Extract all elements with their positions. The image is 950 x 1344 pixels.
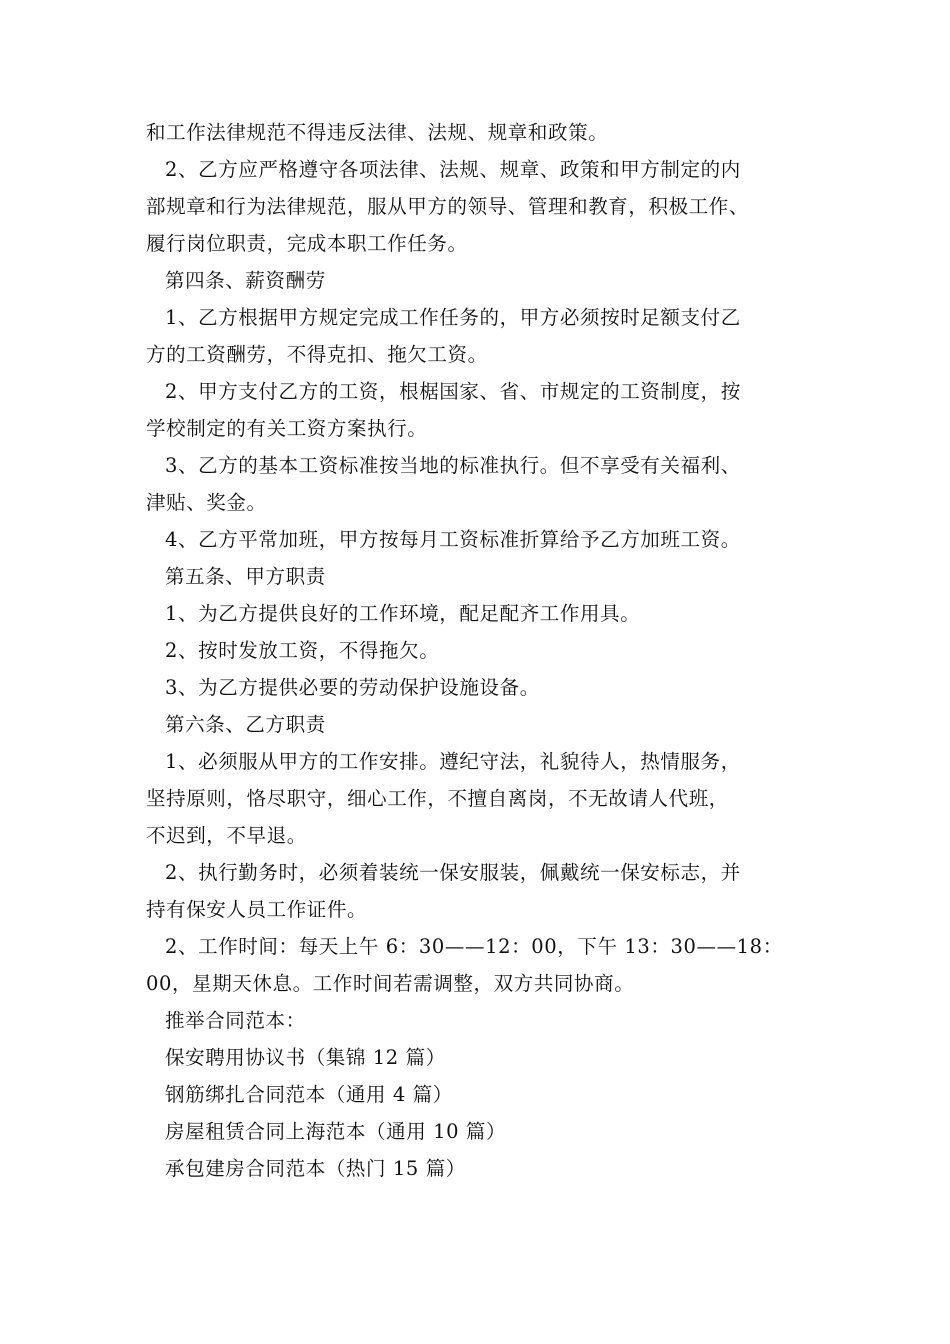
recommendation-heading: 推举合同范本： — [165, 1009, 306, 1032]
text-line: 2、按时发放工资，不得拖欠。 — [165, 639, 440, 662]
document-body — [146, 114, 836, 1187]
text-line: 2、甲方支付乙方的工资，根椐国家、省、市规定的工资制度，按 — [165, 380, 741, 403]
text-line: 方的工资酬劳，不得克扣、拖欠工资。 — [146, 343, 488, 366]
section-heading: 第五条、甲方职责 — [165, 565, 326, 588]
text-line: 3、乙方的基本工资标准按当地的标准执行。但不享受有关福利、 — [165, 454, 741, 477]
text-line: 不迟到，不早退。 — [146, 824, 307, 847]
text-line: 津贴、奖金。 — [146, 491, 267, 514]
section-heading: 第六条、乙方职责 — [165, 713, 326, 736]
recommended-template-link[interactable]: 房屋租赁合同上海范本（通用 10 篇） — [165, 1120, 507, 1143]
text-line: 和工作法律规范不得违反法律、法规、规章和政策。 — [146, 121, 609, 144]
text-line: 坚持原则，恪尽职守，细心工作，不擅自离岗，不无故请人代班， — [146, 787, 729, 810]
text-line: 部规章和行为法律规范，服从甲方的领导、管理和教育，积极工作、 — [146, 195, 750, 218]
text-line: 2、工作时间：每天上午 6：30——12：00，下午 13：30——18： — [165, 935, 783, 958]
recommended-template-link[interactable]: 钢筋绑扎合同范本（通用 4 篇） — [165, 1083, 453, 1106]
text-line: 履行岗位职责，完成本职工作任务。 — [146, 232, 468, 255]
text-line: 1、乙方根据甲方规定完成工作任务的，甲方必须按时足额支付乙 — [165, 306, 741, 329]
text-line: 2、执行勤务时，必须着装统一保安服装，佩戴统一保安标志，并 — [165, 861, 741, 884]
text-line: 持有保安人员工作证件。 — [146, 898, 368, 921]
text-line: 4、乙方平常加班，甲方按每月工资标准折算给予乙方加班工资。 — [165, 528, 741, 551]
recommended-template-link[interactable]: 保安聘用协议书（集锦 12 篇） — [165, 1046, 446, 1069]
section-heading: 第四条、薪资酬劳 — [165, 269, 326, 292]
text-line: 3、为乙方提供必要的劳动保护设施设备。 — [165, 676, 540, 699]
text-line: 1、必须服从甲方的工作安排。遵纪守法，礼貌待人，热情服务， — [165, 750, 741, 773]
text-line: 00，星期天休息。工作时间若需调整，双方共同协商。 — [146, 972, 635, 995]
recommended-template-link[interactable]: 承包建房合同范本（热门 15 篇） — [165, 1157, 466, 1180]
text-line: 学校制定的有关工资方案执行。 — [146, 417, 428, 440]
text-line: 1、为乙方提供良好的工作环境，配足配齐工作用具。 — [165, 602, 641, 625]
text-line: 2、乙方应严格遵守各项法律、法规、规章、政策和甲方制定的内 — [165, 158, 741, 181]
